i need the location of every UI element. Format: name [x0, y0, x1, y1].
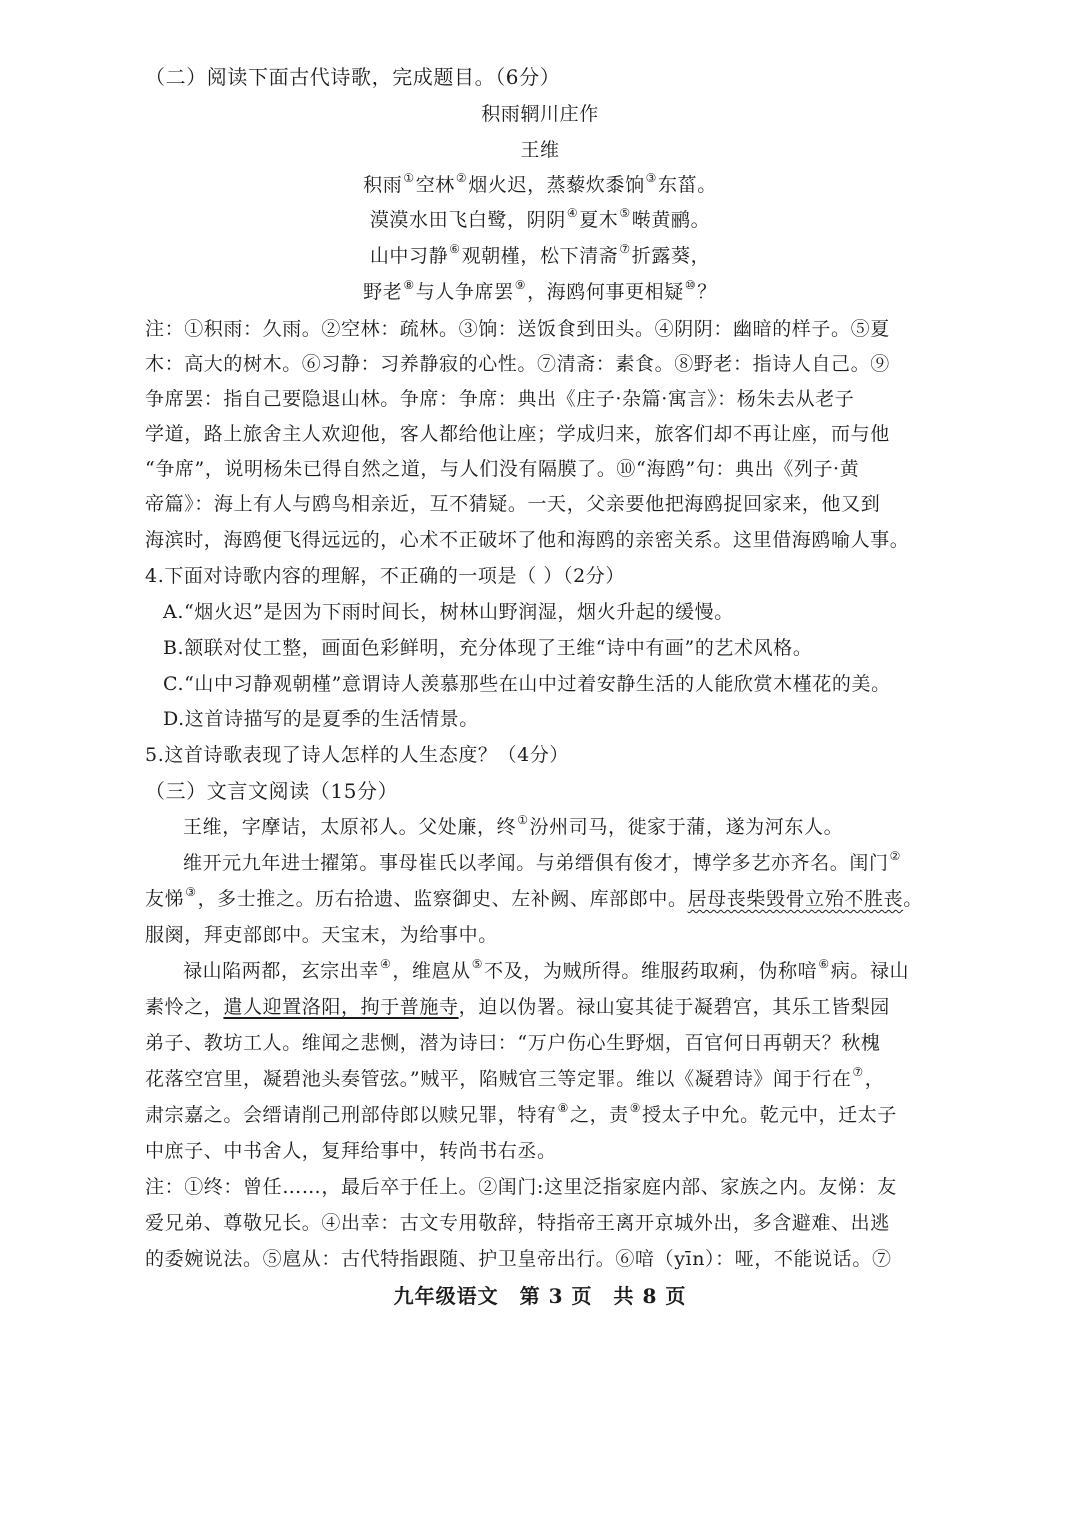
poem-line-2: 漠漠水田飞白鹭，阴阴④夏木⑤啭黄鹂。	[369, 205, 711, 231]
note-marker: ②	[455, 170, 468, 185]
passage-notes-line: 的委婉说法。⑤扈从：古代特指跟随、护卫皇帝出行。⑥喑（yīn）：哑，不能说话。⑦	[145, 1248, 892, 1270]
poem-author: 王维	[520, 139, 560, 161]
question-5: 5.这首诗歌表现了诗人怎样的人生态度？（4分）	[145, 744, 570, 766]
note-marker: ①	[517, 812, 529, 827]
note-marker: ⑨	[514, 277, 527, 292]
poem-line-4: 野老⑧与人争席罢⑨，海鸥何事更相疑⑩？	[363, 277, 717, 303]
underlined-sentence: 居母丧柴毁骨立殆不胜丧	[687, 888, 904, 910]
poem-notes-line: 注：①积雨：久雨。②空林：疏林。③饷：送饭食到田头。④阴阴：幽暗的样子。⑤夏	[145, 318, 890, 340]
note-marker: ①	[403, 170, 415, 185]
poem-notes-line: 木：高大的树木。⑥习静：习养静寂的心性。⑦清斋：素食。⑧野老：指诗人自己。⑨	[145, 353, 890, 375]
section2-heading: （二）阅读下面古代诗歌，完成题目。（6分）	[145, 65, 561, 89]
poem-notes-line: 争席罢：指自己要隐退山林。争席：争席：典出《庄子·杂篇·寓言》：杨朱去从老子	[145, 388, 855, 410]
note-marker: ⑧	[403, 277, 415, 292]
poem-line-3: 山中习静⑥观朝槿，松下清斋⑦折露葵，	[369, 241, 711, 267]
passage-paragraph-3-line: 禄山陷两都，玄宗出幸④，维扈从⑤不及，为贼所得。维服药取痢，伪称喑⑥病。禄山	[183, 956, 910, 982]
question-4-option-a: A.“烟火迟”是因为下雨时间长，树林山野润湿，烟火升起的缓慢。	[163, 601, 734, 623]
note-marker: ⑨	[629, 1100, 642, 1115]
question-4-option-b: B.颔联对仗工整，画面色彩鲜明，充分体现了王维“诗中有画”的艺术风格。	[163, 637, 813, 659]
passage-paragraph-3-line: 弟子、教坊工人。维闻之悲恻，潜为诗曰：“万户伤心生野烟，百官何日再朝天？秋槐	[145, 1032, 881, 1054]
note-marker: ⑧	[557, 1100, 569, 1115]
note-marker: ⑦	[619, 241, 631, 256]
note-marker: ④	[380, 956, 392, 971]
passage-paragraph-2-line: 维开元九年进士擢第。事母崔氏以孝闻。与弟缙俱有俊才，博学多艺亦齐名。闺门②	[183, 848, 901, 874]
note-marker: ③	[645, 170, 658, 185]
note-marker: ⑩	[684, 277, 697, 292]
note-marker: ⑦	[852, 1064, 864, 1079]
poem-notes-line: 帝篇》：海上有人与鸥鸟相亲近，互不猜疑。一天，父亲要他把海鸥捉回家来，他又到	[145, 493, 881, 515]
page-footer: 九年级语文 第 3 页 共 8 页	[393, 1284, 687, 1308]
note-marker: ⑥	[449, 241, 461, 256]
passage-paragraph-3-line: 素怜之，遣人迎置洛阳，拘于普施寺，迫以伪署。禄山宴其徒于凝碧宫，其乐工皆梨园	[145, 996, 890, 1018]
note-marker: ⑥	[818, 956, 830, 971]
passage-paragraph-3-line: 中庶子、中书舍人，复拜给事中，转尚书右丞。	[145, 1140, 557, 1162]
note-marker: ②	[889, 848, 901, 863]
question-4-option-c: C.“山中习静观朝槿”意谓诗人羡慕那些在山中过着安静生活的人能欣赏木槿花的美。	[163, 673, 891, 695]
note-marker: ④	[566, 205, 579, 220]
note-marker: ③	[185, 884, 197, 899]
passage-notes-line: 爱兄弟、尊敬兄长。④出幸：古文专用敬辞，特指帝王离开京城外出，多含避难、出逃	[145, 1212, 890, 1234]
poem-title: 积雨辋川庄作	[481, 103, 599, 125]
passage-paragraph-3-line: 花落空宫里，凝碧池头奏管弦。”贼平，陷贼官三等定罪。维以《凝碧诗》闻于行在⑦，	[145, 1064, 885, 1090]
passage-paragraph-3-line: 肃宗嘉之。会缙请削己刑部侍郎以赎兄罪，特宥⑧之，责⑨授太子中允。乾元中，迁太子	[145, 1100, 897, 1126]
passage-paragraph-2-line: 服阕，拜吏部郎中。天宝末，为给事中。	[145, 924, 498, 946]
passage-paragraph-2-line: 友悌③，多士推之。历右拾遗、监察御史、左补阙、库部郎中。居母丧柴毁骨立殆不胜丧。	[145, 884, 923, 910]
poem-notes-line: 海滨时，海鸥便飞得远远的，心术不正破坏了他和海鸥的亲密关系。这里借海鸥喻人事。	[145, 529, 910, 551]
section3-heading: （三）文言文阅读（15分）	[145, 779, 399, 803]
poem-line-1: 积雨①空林②烟火迟，蒸藜炊黍饷③东菑。	[363, 170, 717, 196]
note-marker: ⑤	[619, 205, 631, 220]
passage-notes-line: 注：①终：曾任……，最后卒于任上。②闺门:这里泛指家庭内部、家族之内。友悌：友	[145, 1176, 897, 1198]
poem-notes-line: 学道，路上旅舍主人欢迎他，客人都给他让座；学成归来，旅客们却不再让座，而与他	[145, 423, 890, 445]
poem-notes-line: “争席”，说明杨朱已得自然之道，与人们没有隔膜了。⑩“海鸥”句：典出《列子·黄	[145, 458, 860, 480]
underlined-sentence: 遣人迎置洛阳，拘于普施寺	[223, 996, 459, 1018]
note-marker: ⑤	[471, 956, 484, 971]
passage-paragraph-1: 王维，字摩诘，太原祁人。父处廉，终①汾州司马，徙家于蒲，遂为河东人。	[183, 812, 844, 838]
question-4-option-d: D.这首诗描写的是夏季的生活情景。	[163, 708, 479, 730]
question-4-stem: 4.下面对诗歌内容的理解，不正确的一项是（ ）（2分）	[145, 565, 625, 587]
